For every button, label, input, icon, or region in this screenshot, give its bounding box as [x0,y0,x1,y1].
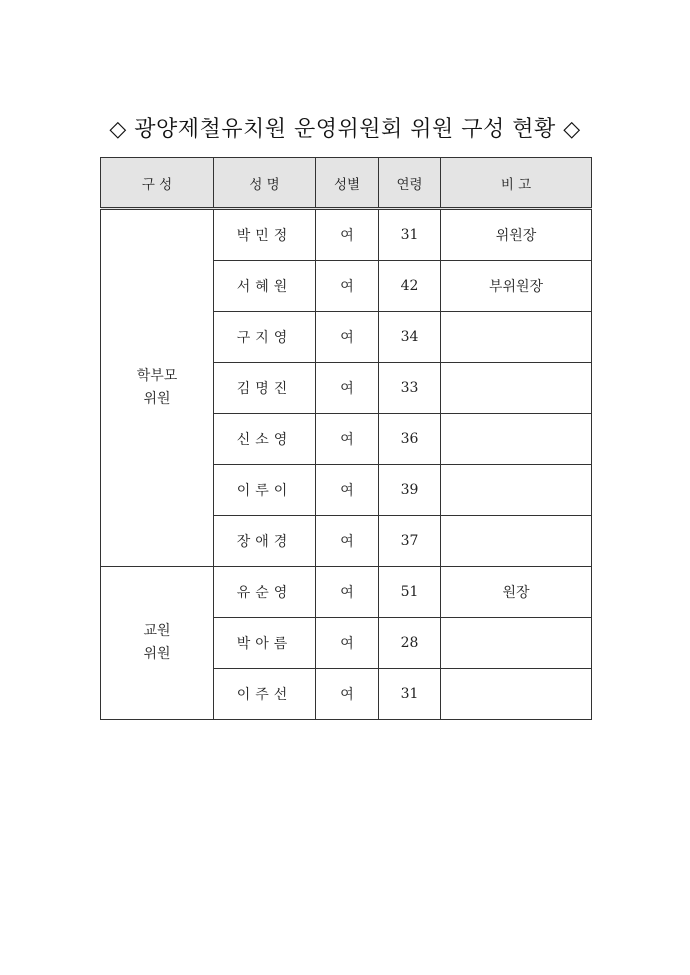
member-age: 37 [379,516,441,567]
member-age: 39 [379,465,441,516]
member-name: 박민정 [214,209,316,261]
header-name: 성 명 [214,158,316,209]
member-gender: 여 [316,618,379,669]
member-note [441,363,592,414]
member-note [441,516,592,567]
group-label-line1: 교원 [143,623,171,639]
member-gender: 여 [316,261,379,312]
member-gender: 여 [316,414,379,465]
member-note [441,669,592,720]
member-name: 박아름 [214,618,316,669]
member-gender: 여 [316,363,379,414]
document-title: ◇ 광양제철유치원 운영위원회 위원 구성 현황 ◇ [109,117,581,142]
group-label-teacher [101,567,214,720]
member-age: 36 [379,414,441,465]
member-gender: 여 [316,465,379,516]
group-label-parent [101,209,214,567]
member-note [441,414,592,465]
member-name: 구지영 [214,312,316,363]
header-gender: 성별 [316,158,379,209]
member-name: 이주선 [214,669,316,720]
member-note [441,465,592,516]
member-name: 이루이 [214,465,316,516]
member-age: 31 [379,209,441,261]
member-gender: 여 [316,669,379,720]
header-note: 비 고 [441,158,592,209]
member-age: 33 [379,363,441,414]
member-age: 42 [379,261,441,312]
member-note [441,618,592,669]
member-name: 신소영 [214,414,316,465]
header-composition: 구 성 [101,158,214,209]
committee-table [100,157,592,720]
member-age: 34 [379,312,441,363]
group-label-line2: 위원 [143,646,171,662]
member-name: 유순영 [214,567,316,618]
group-label-line1: 학부모 [136,368,178,384]
table-header-row [101,158,592,209]
member-name: 서혜원 [214,261,316,312]
member-gender: 여 [316,312,379,363]
member-age: 28 [379,618,441,669]
member-age: 51 [379,567,441,618]
member-gender: 여 [316,209,379,261]
table-row [101,209,592,261]
table-row [101,567,592,618]
member-gender: 여 [316,567,379,618]
member-note: 위원장 [441,209,592,261]
member-age: 31 [379,669,441,720]
member-gender: 여 [316,516,379,567]
member-note [441,312,592,363]
member-note: 부위원장 [441,261,592,312]
member-name: 장애경 [214,516,316,567]
header-age: 연령 [379,158,441,209]
group-label-line2: 위원 [143,391,171,407]
member-note: 원장 [441,567,592,618]
member-name: 김명진 [214,363,316,414]
